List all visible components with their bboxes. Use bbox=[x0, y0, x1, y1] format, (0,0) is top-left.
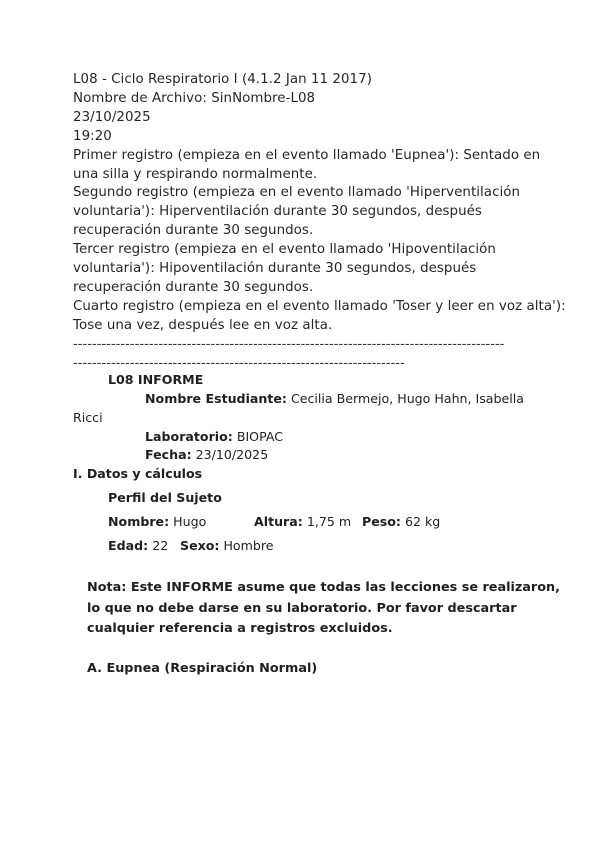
subject-sex-value: Hombre bbox=[223, 538, 274, 553]
student-name-row bbox=[145, 390, 524, 408]
recording-description-line: voluntaria'): Hiperventilación durante 30 segundos, después bbox=[73, 204, 482, 220]
subject-height-label: Altura: bbox=[254, 514, 303, 529]
recording-description-line: recuperación durante 30 segundos. bbox=[73, 279, 314, 295]
laboratory-value: BIOPAC bbox=[236, 429, 284, 444]
laboratory-label: Laboratorio: bbox=[145, 429, 233, 444]
subject-sex-field bbox=[180, 537, 274, 555]
recording-description-line: Segundo registro (empieza en el evento llamado 'Hiperventilación bbox=[73, 185, 521, 201]
report-date-label: Fecha: bbox=[145, 447, 192, 462]
subject-name-value: Hugo bbox=[173, 514, 207, 529]
lesson-title: L08 - Ciclo Respiratorio I (4.1.2 Jan 11 2017) bbox=[73, 72, 372, 87]
dashed-divider: ---------------------------------------------------------------------- bbox=[73, 355, 405, 371]
file-name: Nombre de Archivo: SinNombre-L08 bbox=[73, 90, 316, 106]
subject-weight-label: Peso: bbox=[362, 514, 401, 529]
laboratory-row bbox=[145, 428, 283, 446]
recording-description-line: voluntaria'): Hipoventilación durante 30 segundos, después bbox=[73, 261, 477, 277]
subject-age-field bbox=[108, 537, 168, 555]
subject-age-value: 22 bbox=[152, 538, 169, 553]
recording-time: 19:20 bbox=[73, 128, 112, 144]
student-name-label: Nombre Estudiante: bbox=[145, 391, 287, 406]
subject-name-field bbox=[108, 513, 206, 531]
recording-description-line: Cuarto registro (empieza en el evento llamado 'Toser y leer en voz alta'): bbox=[73, 298, 566, 314]
subject-profile-title: Perfil del Sujeto bbox=[108, 490, 222, 505]
section-eupnea-title: A. Eupnea (Respiración Normal) bbox=[87, 661, 318, 676]
subject-height-field bbox=[254, 513, 351, 531]
recording-description-line: una silla y respirando normalmente. bbox=[73, 166, 318, 182]
subject-weight-value: 62 kg bbox=[404, 514, 441, 529]
report-note-line: cualquier referencia a registros excluidos. bbox=[87, 621, 393, 637]
subject-age-label: Edad: bbox=[108, 538, 149, 553]
section-data-calculations-title: I. Datos y cálculos bbox=[73, 466, 203, 481]
recording-description-line: Tose una vez, después lee en voz alta. bbox=[73, 317, 333, 333]
recording-description-line: Tercer registro (empieza en el evento llamado 'Hipoventilación bbox=[73, 242, 496, 258]
lesson-header bbox=[73, 71, 566, 374]
report-note-line: Nota: Este INFORME asume que todas las lecciones se realizaron, bbox=[87, 580, 561, 595]
recording-description-line: recuperación durante 30 segundos. bbox=[73, 223, 314, 239]
student-name-continuation: Ricci bbox=[73, 410, 103, 425]
subject-weight-field bbox=[362, 513, 440, 531]
recording-date: 23/10/2025 bbox=[73, 109, 151, 125]
student-name-value: Cecilia Bermejo, Hugo Hahn, Isabella bbox=[290, 391, 524, 406]
subject-height-value: 1,75 m bbox=[306, 514, 352, 529]
subject-sex-label: Sexo: bbox=[180, 538, 220, 553]
recording-description-line: Primer registro (empieza en el evento llamado 'Eupnea'): Sentado en bbox=[73, 147, 541, 163]
report-note bbox=[87, 578, 561, 640]
dashed-divider: ------------------------------------------------------------------------------------------- bbox=[73, 336, 505, 352]
report-date-row bbox=[145, 446, 268, 464]
report-note-line: lo que no debe darse en su laboratorio. Por favor descartar bbox=[87, 600, 517, 616]
report-title: L08 INFORME bbox=[108, 372, 204, 387]
report-date-value: 23/10/2025 bbox=[195, 447, 269, 462]
subject-name-label: Nombre: bbox=[108, 514, 170, 529]
